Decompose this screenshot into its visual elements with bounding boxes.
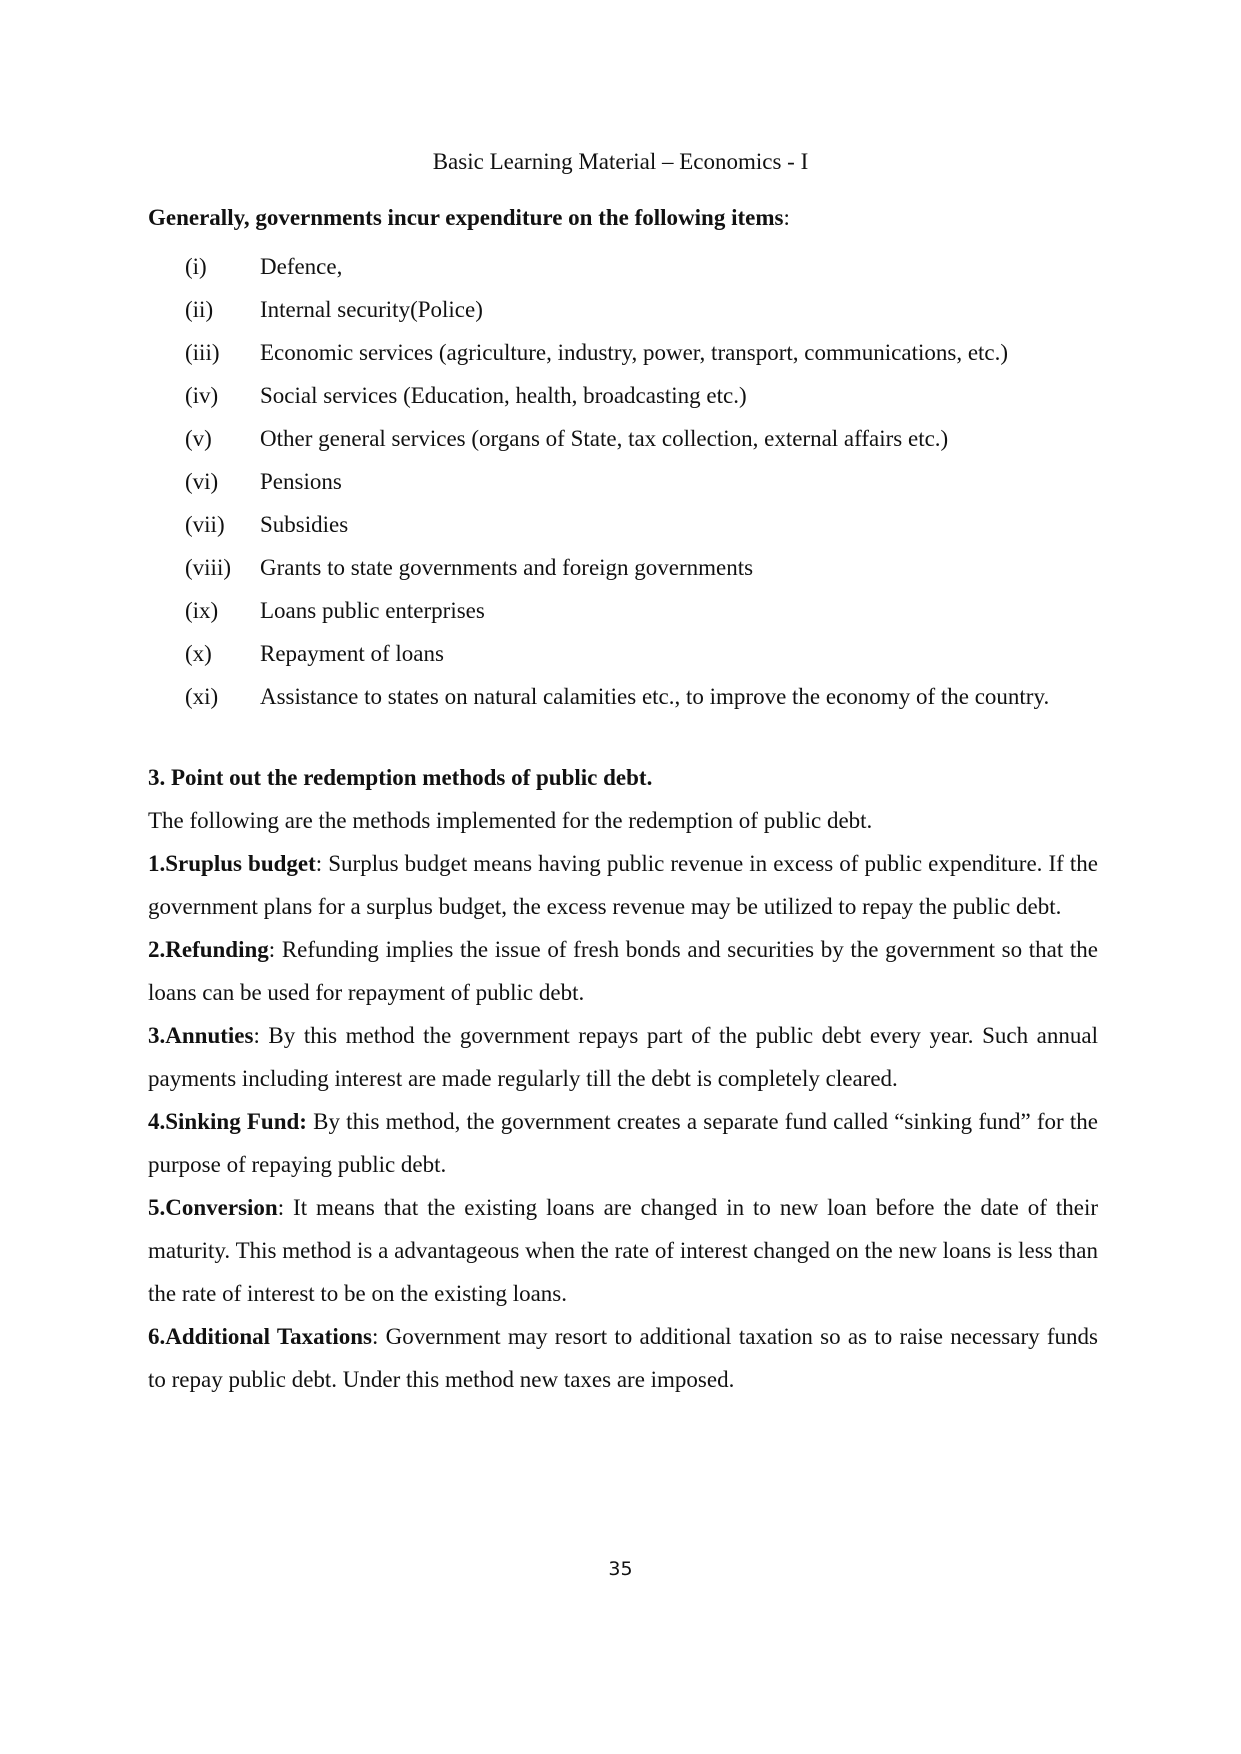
list-item-number: (vii)	[185, 512, 225, 537]
list-item-text: Loans public enterprises	[260, 598, 485, 623]
list-item	[148, 589, 1098, 632]
list-item	[148, 460, 1098, 503]
method-paragraph	[148, 842, 1098, 928]
method-paragraph	[148, 1315, 1098, 1401]
list-item-text: Internal security(Police)	[260, 297, 483, 322]
list-item-number: (viii)	[185, 555, 231, 580]
list-item-text: Repayment of loans	[260, 641, 444, 666]
list-item	[148, 245, 1098, 288]
list-item-number: (ii)	[185, 297, 214, 322]
list-item-number: (i)	[185, 254, 207, 279]
method-text: By this method, the government creates a separate fund called “sinking fund” for the purpose of repaying public debt.	[148, 1109, 1098, 1177]
list-item	[148, 417, 1098, 460]
method-paragraph	[148, 1100, 1098, 1186]
page-number: 35	[608, 1558, 633, 1580]
list-item	[148, 288, 1098, 331]
method-text: : It means that the existing loans are changed in to new loan before the date of their maturity. This method is a advantageous when the rate of interest changed on the new loans is less than the rate of interest to be on the existing loans.	[148, 1195, 1098, 1306]
method-text: : By this method the government repays part of the public debt every year. Such annual payments including interest are made regularly till the debt is completely cleared.	[148, 1023, 1098, 1091]
list-item-number: (vi)	[185, 469, 219, 494]
method-text: : Refunding implies the issue of fresh bonds and securities by the government so that the loans can be used for repayment of public debt.	[148, 937, 1098, 1005]
list-item-number: (xi)	[185, 684, 219, 709]
method-paragraph	[148, 1186, 1098, 1315]
method-title: 1.Sruplus budget	[148, 851, 316, 876]
list-item-text: Assistance to states on natural calamities etc., to improve the economy of the country.	[260, 684, 1050, 709]
list-item-number: (ix)	[185, 598, 219, 623]
method-paragraph	[148, 1014, 1098, 1100]
list-item	[148, 374, 1098, 417]
method-paragraph	[148, 928, 1098, 1014]
list-item-text: Subsidies	[260, 512, 349, 537]
question-heading: 3. Point out the redemption methods of public debt.	[148, 765, 653, 790]
list-item-text: Economic services (agriculture, industry, power, transport, communications, etc.)	[260, 340, 1009, 365]
list-item	[148, 546, 1098, 589]
list-item-number: (iii)	[185, 340, 220, 365]
method-title: 6.Additional Taxations	[148, 1324, 372, 1349]
page-content	[148, 202, 1098, 1401]
expenditure-intro-bold: Generally, governments incur expenditure on the following items	[148, 205, 784, 230]
expenditure-intro	[148, 202, 1098, 234]
list-item-text: Social services (Education, health, broadcasting etc.)	[260, 383, 747, 408]
expenditure-intro-suffix: :	[783, 205, 790, 230]
method-text: : Surplus budget means having public revenue in excess of public expenditure. If the government plans for a surplus budget, the excess revenue may be utilized to repay the public debt.	[148, 851, 1098, 919]
list-item-text: Grants to state governments and foreign governments	[260, 555, 754, 580]
list-item	[148, 632, 1098, 675]
list-item	[148, 331, 1098, 374]
list-item-number: (v)	[185, 426, 212, 451]
list-item-text: Pensions	[260, 469, 342, 494]
method-title: 5.Conversion	[148, 1195, 278, 1220]
list-item-text: Other general services (organs of State, tax collection, external affairs etc.)	[260, 426, 949, 451]
list-item-number: (x)	[185, 641, 212, 666]
method-title: 4.Sinking Fund:	[148, 1109, 307, 1134]
expenditure-list	[148, 245, 1098, 718]
question-intro: The following are the methods implemented for the redemption of public debt.	[148, 808, 873, 833]
list-item-text: Defence,	[260, 254, 343, 279]
list-item	[148, 675, 1098, 718]
method-title: 3.Annuties	[148, 1023, 254, 1048]
list-item-number: (iv)	[185, 383, 219, 408]
method-title: 2.Refunding	[148, 937, 269, 962]
method-text: : Government may resort to additional taxation so as to raise necessary funds to repay public debt. Under this method new taxes are imposed.	[148, 1324, 1098, 1392]
running-header: Basic Learning Material – Economics - I	[432, 149, 809, 174]
list-item	[148, 503, 1098, 546]
